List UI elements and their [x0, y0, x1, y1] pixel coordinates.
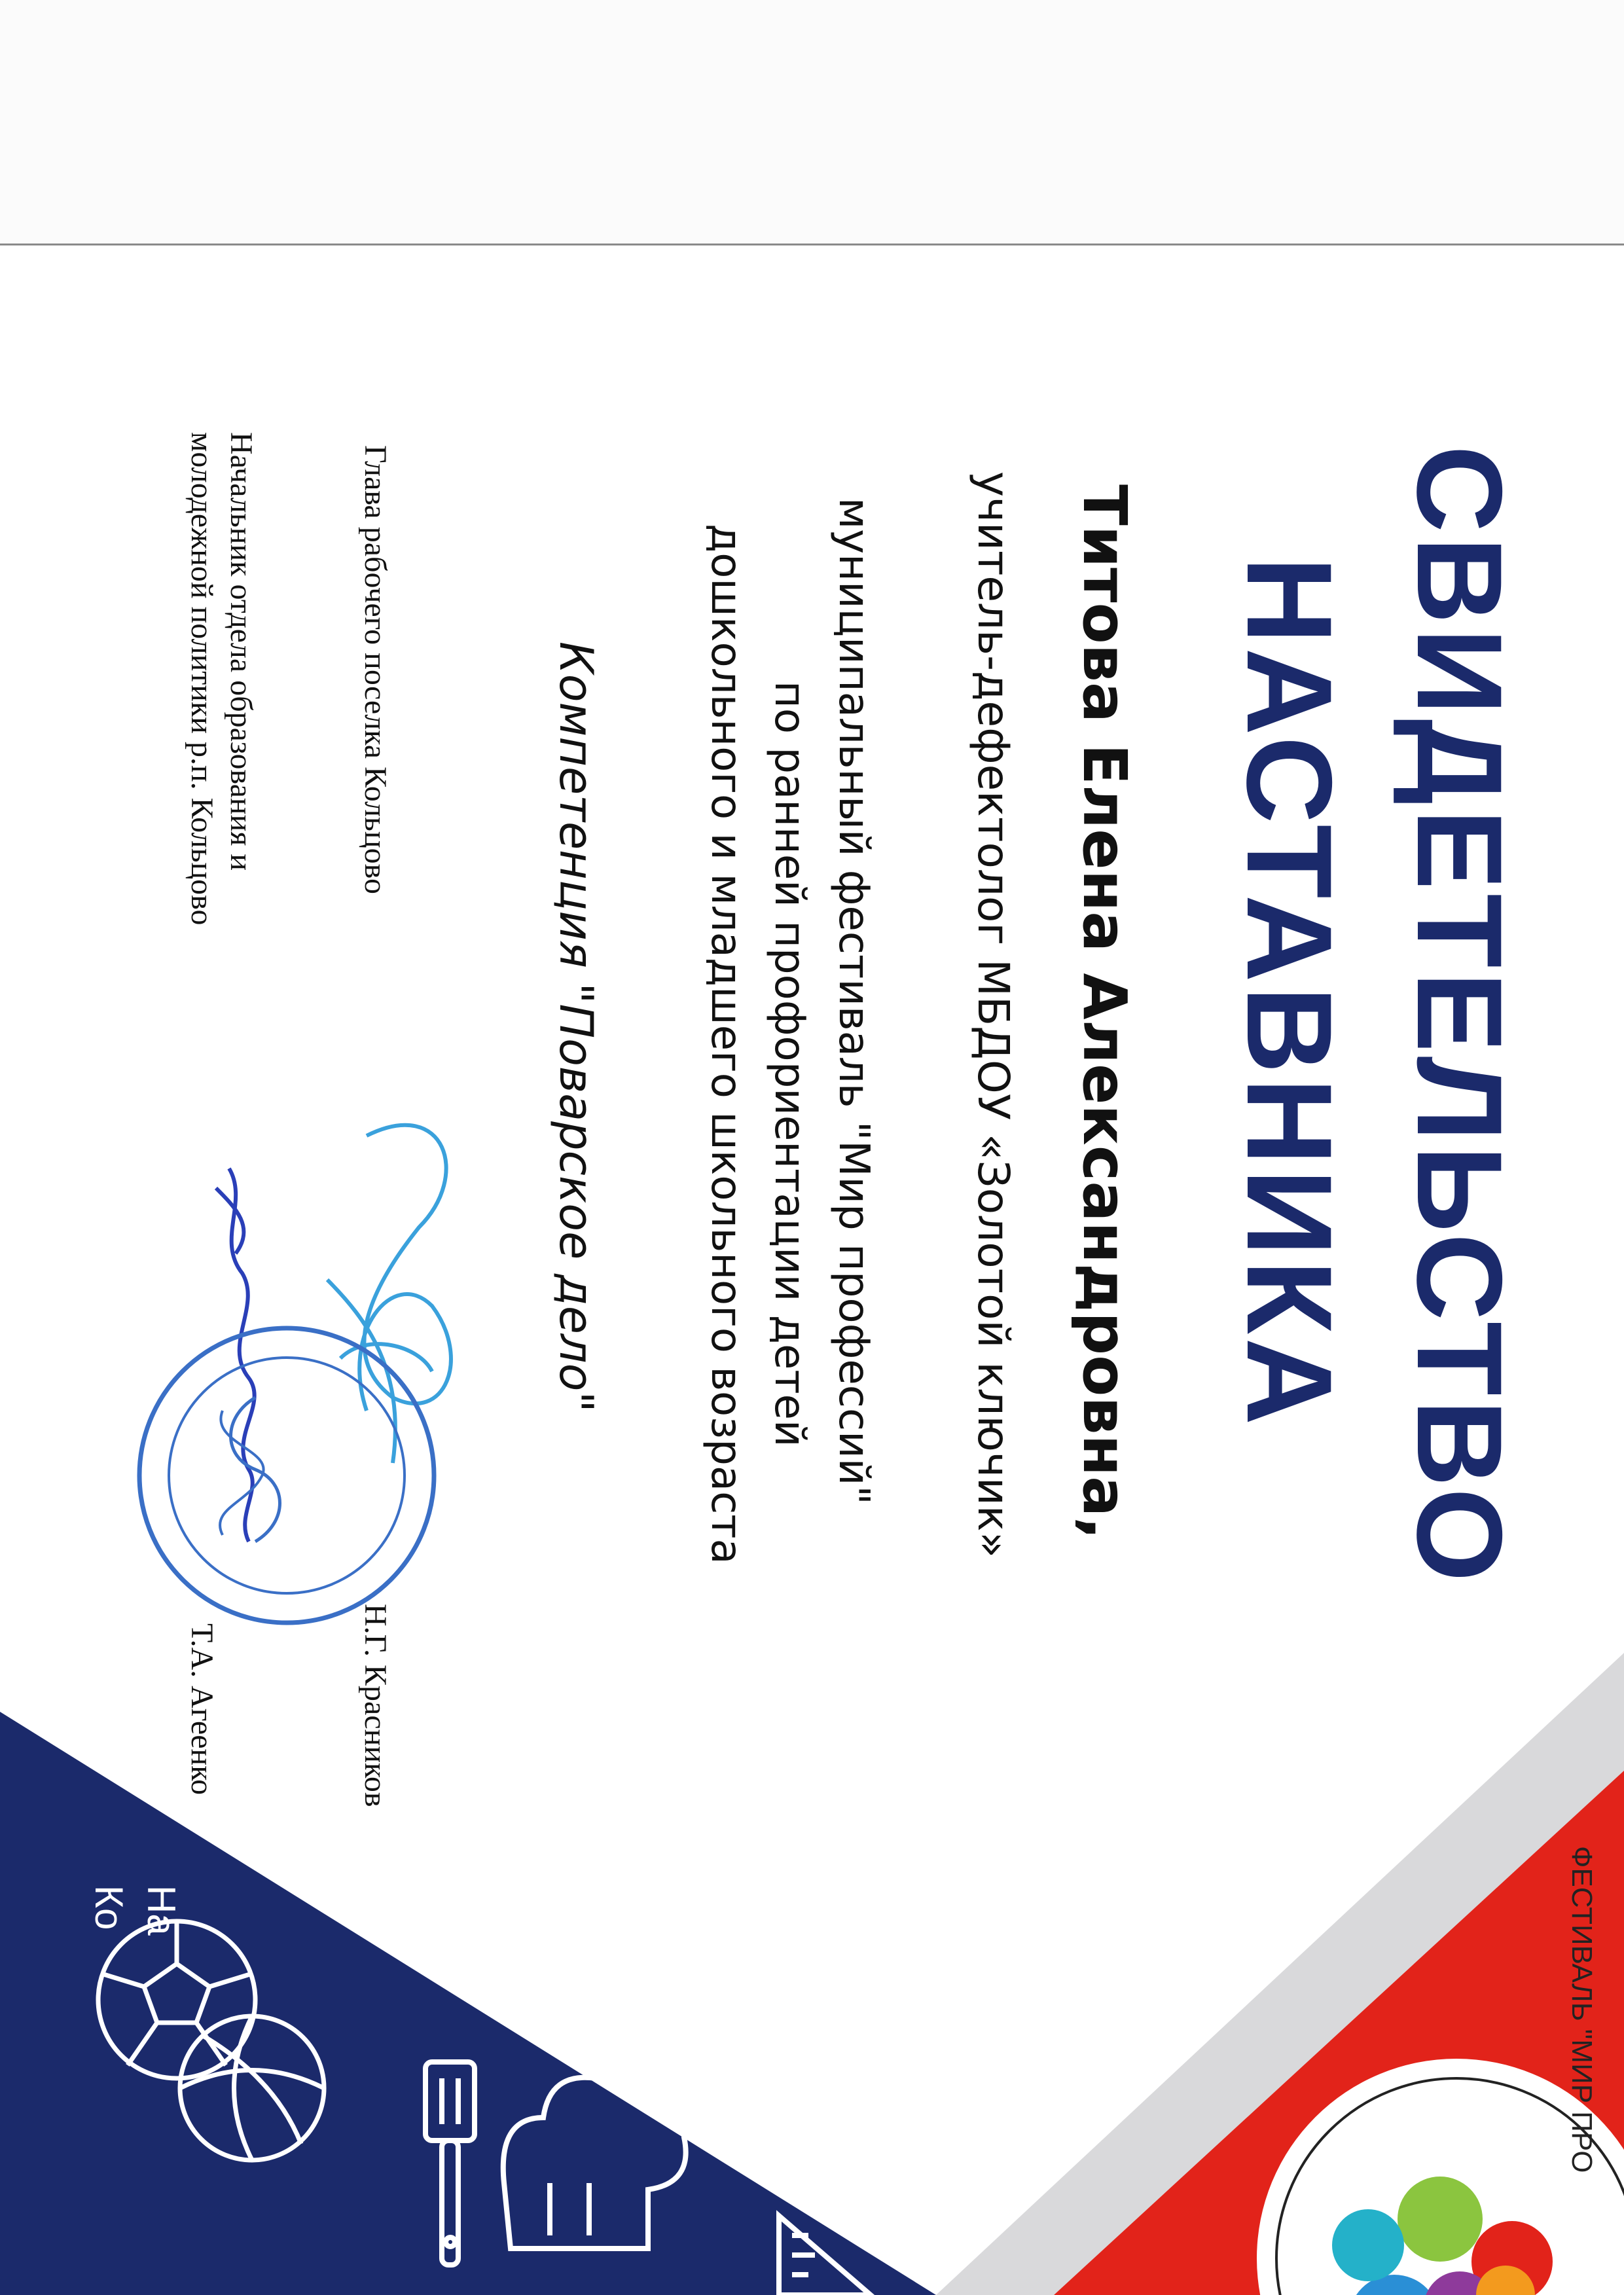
signatory-1-title: Глава рабочего поселка Кольцово [358, 445, 393, 894]
festival-line-1: муниципальный фестиваль "Мир профессий" [829, 497, 878, 1505]
festival-line-2: по ранней профориентации детей [765, 681, 814, 1447]
logo-ring-text: ФЕСТИВАЛЬ "МИР ПРО [1566, 1846, 1598, 2173]
signatory-1-name: Н.Г. Красников [358, 1604, 393, 1807]
certificate-title-line2: НАСТАВНИКА [1221, 556, 1356, 1430]
signatory-2-title-line2: молодежной политики р.п. Кольцово [185, 432, 219, 926]
signatory-2-name: Т.А. Агеенко [185, 1623, 219, 1796]
cut-off-text-1: На [139, 1885, 183, 1936]
competence-text: Компетенция "Поварское дело" [549, 642, 603, 1413]
cut-off-text-2: Ко [87, 1885, 131, 1930]
teal-hand-icon [1332, 2209, 1404, 2281]
green-hand-icon [1398, 2177, 1483, 2262]
mentor-role: учитель-дефектолог МБДОУ «Золотой ключик» [968, 471, 1019, 1559]
rotated-content [0, 131, 1624, 2173]
mentor-name: Титова Елена Александровна, [1070, 484, 1140, 1540]
festival-line-3: дошкольного и младшего школьного возраста [702, 524, 750, 1564]
certificate-title-line1: СВИДЕТЕЛЬСТВО [1392, 445, 1526, 1586]
signatory-2-title-line1: Начальник отдела образования и [224, 432, 259, 871]
